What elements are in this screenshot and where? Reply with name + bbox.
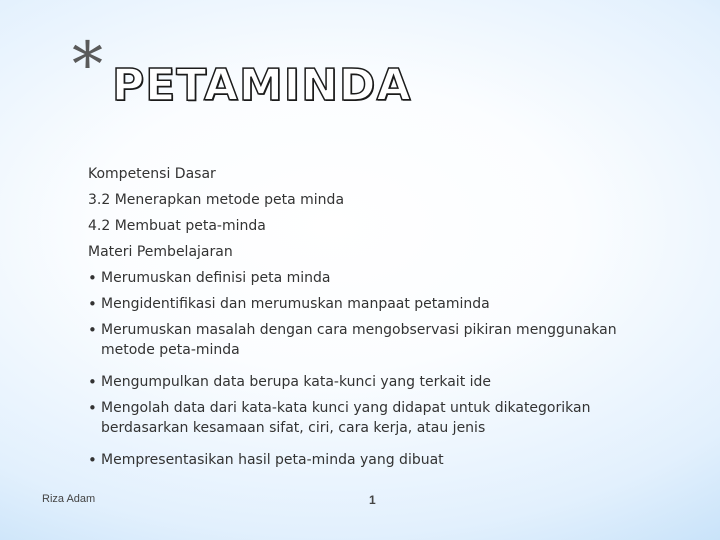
bullet-icon: •: [88, 399, 97, 417]
list-item-text: Merumuskan masalah dengan cara mengobservasi pikiran menggunakan metode peta-minda: [101, 322, 617, 358]
list-item: [88, 450, 668, 470]
slide-content: [88, 164, 668, 476]
kompetensi-item-4-2: 4.2 Membuat peta-minda: [88, 218, 266, 234]
list-item: [88, 268, 668, 288]
page-number: 1: [369, 493, 376, 507]
list-item-text: Mempresentasikan hasil peta-minda yang dibuat: [101, 452, 444, 468]
kompetensi-item-3-2: 3.2 Menerapkan metode peta minda: [88, 192, 345, 208]
list-item-text: Merumuskan definisi peta minda: [101, 270, 331, 286]
list-item: [88, 320, 668, 360]
bullet-icon: •: [88, 321, 97, 339]
list-item: [88, 372, 668, 392]
bullet-icon: •: [88, 295, 97, 313]
list-item-text: Mengumpulkan data berupa kata-kunci yang terkait ide: [101, 374, 492, 390]
title-asterisk: *: [72, 28, 103, 101]
list-item: [88, 398, 668, 438]
footer-author: Riza Adam: [42, 493, 96, 505]
list-item-text: Mengolah data dari kata-kata kunci yang didapat untuk dikategorikan berdasarkan kesamaan sifat, ciri, cara kerja, atau jenis: [101, 400, 591, 436]
materi-list: [88, 268, 668, 470]
heading-materi: Materi Pembelajaran: [88, 244, 233, 260]
bullet-icon: •: [88, 269, 97, 287]
heading-kompetensi: Kompetensi Dasar: [88, 166, 216, 182]
slide-title: PETAMINDA: [112, 60, 412, 111]
list-item-text: Mengidentifikasi dan merumuskan manpaat petaminda: [101, 296, 490, 312]
bullet-icon: •: [88, 451, 97, 469]
bullet-icon: •: [88, 373, 97, 391]
list-item: [88, 294, 668, 314]
